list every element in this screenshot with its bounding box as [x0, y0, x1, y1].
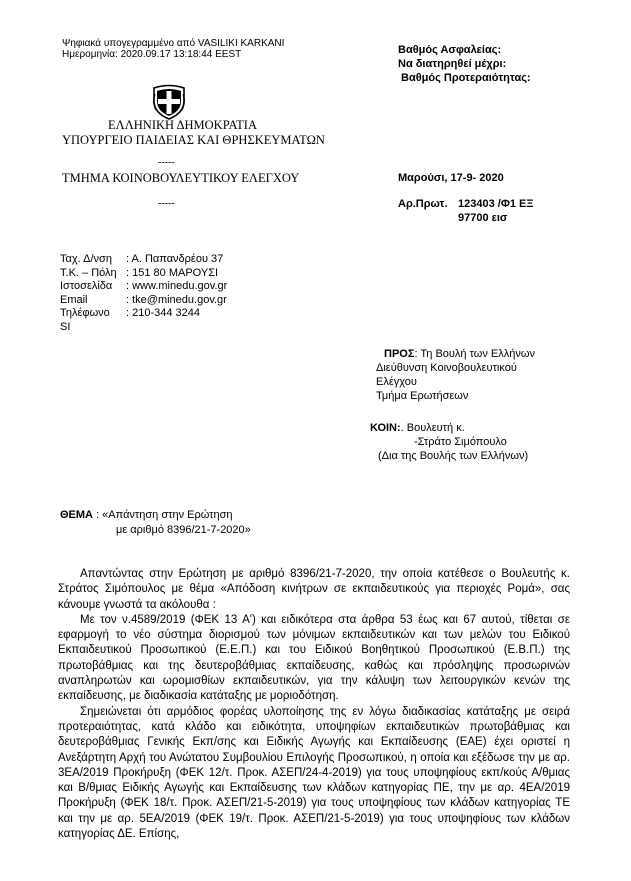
- cc-recipient-name: -Στράτο Σιμόπουλο: [414, 436, 507, 448]
- protocol-label: Αρ.Πρωτ.: [398, 198, 448, 210]
- place-date: Μαρούσι, 17-9- 2020: [398, 172, 504, 184]
- contact-row: [60, 253, 227, 267]
- header-divider-1: -----: [158, 157, 175, 168]
- contact-label: Email: [60, 293, 88, 306]
- priority-level: Βαθμός Προτεραιότητας:: [401, 72, 531, 84]
- protocol-number: 123403 /Φ1 ΕΞ: [458, 198, 534, 210]
- ministry-name: ΥΠΟΥΡΓΕΙΟ ΠΑΙΔΕΙΑΣ ΚΑΙ ΘΡΗΣΚΕΥΜΑΤΩΝ: [62, 133, 325, 147]
- body-paragraph-asep: Σημειώνεται ότι αρμόδιος φορέας υλοποίησης της εν λόγω διαδικασίας κατάταξης με σειρά προτεραιότητας, κατά κλάδο και ειδικότητα, υποψηφίων εκπαιδευτικών πρωτοβάθμιας και δευτεροβάθμιας Γενικής Εκπ/σης και Ειδικής Αγωγής και Εκπαίδευσης (ΕΑΕ) έχει οριστεί η Ανεξάρτητη Αρχή του Ανώτατου Συμβουλίου Επιλογής Προσωπικού, η οποία και εξέδωσε την με αρ. 3ΕΑ/2019 Προκήρυξη (ΦΕΚ 12/τ. Προκ. ΑΣΕΠ/24-4-2019) για τους υποψηφίους εκπ/κούς Α/θμιας και Β/θμιας Ειδικής Αγωγής και Εκπαίδευσης των κλάδων κατηγορίας ΠΕ, την με αρ. 4ΕΑ/2019 Προκήρυξη (ΦΕΚ 18/τ. Προκ. ΑΣΕΠ/21-5-2019) για τους υποψηφίους των κλάδων κατηγορίας ΤΕ και την με αρ. 5ΕΑ/2019 (ΦΕΚ 19/τ. Προκ. ΑΣΕΠ/21-5-2019) για τους υποψηφίους των κλάδων κατηγορίας ΔΕ. Επίσης,: [58, 705, 570, 841]
- contact-label: Ταχ. Δ/νση: [60, 253, 112, 265]
- contact-value: : www.minedu.gov.gr: [126, 280, 228, 292]
- subject-text: : «Απάντηση στην Ερώτηση: [96, 509, 233, 521]
- contact-row: [60, 294, 227, 308]
- department-name: ΤΜΗΜΑ ΚΟΙΝΟΒΟΥΛΕΥΤΙΚΟΥ ΕΛΕΓΧΟΥ: [62, 171, 300, 185]
- contact-row: [60, 280, 227, 294]
- contact-row: [60, 267, 227, 281]
- contact-label: Τηλέφωνο: [60, 307, 110, 319]
- contact-block: [60, 253, 227, 334]
- subject-line: [60, 509, 233, 522]
- subject-label: ΘΕΜΑ: [60, 509, 93, 521]
- to-recipient-control: Ελέγχου: [376, 376, 417, 388]
- digital-signature-stamp: [62, 38, 284, 60]
- signature-date: Ημερομηνία: 2020.09.17 13:18:44 EEST: [62, 49, 242, 60]
- coat-of-arms-emblem: [152, 84, 186, 120]
- contact-label: Τ.Κ. – Πόλη: [60, 266, 117, 279]
- recipient-cc: [370, 422, 465, 435]
- contact-value: : 210-344 3244: [126, 307, 201, 319]
- to-recipient-section: Τμήμα Ερωτήσεων: [376, 390, 469, 402]
- cc-recipient-via: (Δια της Βουλής των Ελλήνων): [378, 450, 529, 462]
- contact-value: : Α. Παπανδρέου 37: [126, 253, 224, 265]
- to-recipient-directorate: Διεύθυνση Κοινοβουλευτικού: [376, 362, 517, 374]
- header-divider-2: -----: [158, 198, 175, 209]
- republic-name: ΕΛΛΗΝΙΚΗ ΔΗΜΟΚΡΑΤΙΑ: [108, 118, 257, 132]
- cc-label: ΚΟΙΝ:: [370, 422, 401, 434]
- recipient-to: [384, 348, 535, 361]
- letter-body: [58, 567, 570, 842]
- security-classification: Βαθμός Ασφαλείας:: [398, 44, 502, 56]
- contact-value: : 151 80 ΜΑΡΟΥΣΙ: [126, 266, 219, 279]
- contact-row: [60, 307, 227, 321]
- contact-label: SI: [60, 320, 71, 333]
- to-recipient: : Τη Βουλή των Ελλήνων: [414, 348, 535, 360]
- subject-text-continued: με αριθμό 8396/21-7-2020»: [116, 524, 251, 536]
- to-label: ΠΡΟΣ: [384, 348, 415, 360]
- signature-signer: Ψηφιακά υπογεγραμμένο από VASILIKI KARKANI: [62, 38, 285, 49]
- body-paragraph-intro: Απαντώντας στην Ερώτηση με αριθμό 8396/21-7-2020, την οποία κατέθεσε ο Βουλευτής κ. Στράτος Σιμόπουλος με θέμα «Απόδοση κινήτρων σε εκπαιδευτικούς για περιοχές Ρομά», σας κάνουμε γνωστά τα ακόλουθα :: [58, 568, 570, 611]
- contact-value: : tke@minedu.gov.gr: [126, 293, 227, 306]
- cc-recipient: . Βουλευτή κ.: [400, 422, 465, 434]
- retention-period: Να διατηρηθεί μέχρι:: [398, 58, 507, 70]
- body-paragraph-law: Με τον ν.4589/2019 (ΦΕΚ 13 Α') και ειδικότερα στα άρθρα 53 έως και 67 αυτού, τίθεται σε εφαρμογή το νέο σύστημα διορισμού των μόνιμων εκπαιδευτικών και των μελών του Ειδικού Εκπαιδευτικού Προσωπικού (Ε.Ε.Π.) και του Ειδικού Βοηθητικού Προσωπικού (Ε.Β.Π.) της πρωτοβάθμιας και της δευτεροβάθμιας εκπαίδευσης, καθώς και πρόσληψης προσωρινών αναπληρωτών και ωρομισθίων εκπαιδευτικών, για την κάλυψη των λειτουργικών κενών της εκπαίδευσης, με διαδικασία κατάταξης με μοριοδότηση.: [58, 613, 570, 703]
- protocol-incoming-number: 97700 εισ: [458, 212, 508, 224]
- contact-label: Ιστοσελίδα: [60, 280, 113, 292]
- contact-row: [60, 321, 227, 335]
